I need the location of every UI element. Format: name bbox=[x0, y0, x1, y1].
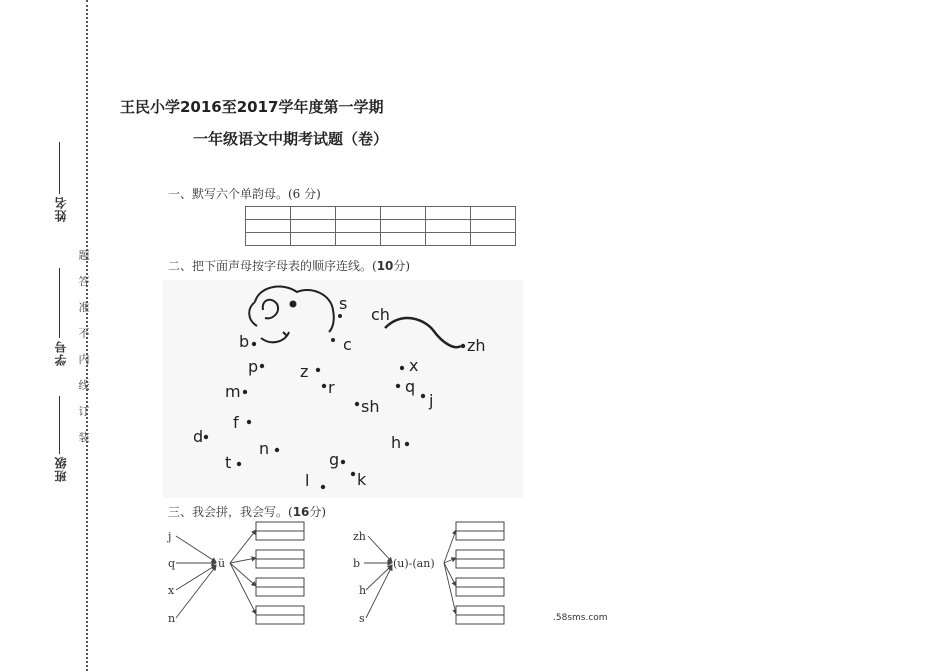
letter-b: b bbox=[239, 332, 250, 351]
initial-s: s bbox=[359, 612, 365, 625]
connect-dots-picture bbox=[163, 280, 523, 498]
letter-s: s bbox=[339, 294, 348, 313]
pinyin-spelling-exercise bbox=[160, 518, 520, 630]
letter-q: q bbox=[405, 377, 416, 396]
warning-char: 答 bbox=[78, 275, 90, 288]
grid-cell[interactable] bbox=[471, 233, 516, 246]
grid-cell[interactable] bbox=[291, 220, 336, 233]
letter-h: h bbox=[391, 433, 402, 452]
grid-cell[interactable] bbox=[471, 207, 516, 220]
letter-f: f bbox=[233, 413, 239, 432]
letter-ch: ch bbox=[371, 305, 390, 324]
letter-l: l bbox=[305, 471, 310, 490]
vowel-writing-grid bbox=[245, 206, 516, 246]
grid-cell[interactable] bbox=[426, 207, 471, 220]
grid-cell[interactable] bbox=[291, 207, 336, 220]
warning-char: 题 bbox=[78, 249, 90, 262]
letter-sh: sh bbox=[361, 397, 380, 416]
initial-x: x bbox=[168, 584, 175, 597]
grid-cell[interactable] bbox=[246, 207, 291, 220]
letter-d: d bbox=[193, 427, 204, 446]
warning-char: 线 bbox=[78, 379, 90, 392]
answer-boxes-left bbox=[256, 522, 304, 624]
section1-heading: 一、默写六个单韵母。(6 分) bbox=[168, 187, 321, 201]
grid-cell[interactable] bbox=[246, 233, 291, 246]
letter-m: m bbox=[225, 382, 241, 401]
class-fill-line bbox=[59, 396, 60, 454]
tail-curve bbox=[385, 318, 461, 347]
letter-c: c bbox=[343, 335, 352, 354]
initial-h: h bbox=[359, 584, 367, 597]
letter-p: p bbox=[248, 357, 259, 376]
student-id-fill-line bbox=[59, 268, 60, 338]
grid-cell[interactable] bbox=[246, 220, 291, 233]
name-label: 姓名 bbox=[54, 196, 68, 222]
grid-cell[interactable] bbox=[381, 207, 426, 220]
grid-cell[interactable] bbox=[336, 207, 381, 220]
name-fill-line bbox=[59, 142, 60, 194]
page-title: 王民小学2016至2017学年度第一学期 bbox=[120, 98, 384, 116]
warning-char: 内 bbox=[78, 353, 90, 366]
letter-x: x bbox=[409, 356, 419, 375]
letter-r: r bbox=[328, 378, 335, 397]
warning-char: 订 bbox=[78, 405, 90, 418]
letter-z: z bbox=[300, 362, 309, 381]
grid-cell[interactable] bbox=[426, 220, 471, 233]
initial-q: q bbox=[168, 557, 176, 570]
warning-char: 不 bbox=[78, 327, 90, 340]
letter-j: j bbox=[429, 391, 434, 410]
initial-n: n bbox=[168, 612, 176, 625]
initial-zh: zh bbox=[353, 530, 366, 543]
warning-char: 准 bbox=[78, 301, 90, 314]
final-u-umlaut: ü bbox=[218, 557, 226, 570]
grid-cell[interactable] bbox=[336, 220, 381, 233]
page-subtitle: 一年级语文中期考试题（卷） bbox=[193, 130, 389, 148]
grid-cell[interactable] bbox=[381, 220, 426, 233]
letter-n: n bbox=[259, 439, 270, 458]
student-id-label: 学号 bbox=[54, 340, 68, 366]
letter-zh: zh bbox=[467, 336, 486, 355]
warning-char: 装 bbox=[78, 431, 90, 444]
watermark-credit: .58sms.com bbox=[553, 613, 608, 623]
initial-b: b bbox=[353, 557, 361, 570]
letter-t: t bbox=[225, 453, 232, 472]
answer-boxes-right bbox=[456, 522, 504, 624]
grid-cell[interactable] bbox=[336, 233, 381, 246]
section3-heading: 三、我会拼，我会写。(16分) bbox=[168, 505, 327, 519]
letter-k: k bbox=[357, 470, 367, 489]
section2-heading: 二、把下面声母按字母表的顺序连线。(10分) bbox=[168, 259, 411, 273]
grid-cell[interactable] bbox=[381, 233, 426, 246]
letter-g: g bbox=[329, 450, 340, 469]
grid-cell[interactable] bbox=[291, 233, 336, 246]
class-label: 班级 bbox=[54, 456, 68, 482]
grid-cell[interactable] bbox=[426, 233, 471, 246]
grid-cell[interactable] bbox=[471, 220, 516, 233]
mouse-drawing-icon bbox=[249, 287, 334, 343]
final-u-an: (u)-(an) bbox=[393, 557, 435, 570]
initial-j: j bbox=[168, 530, 172, 543]
